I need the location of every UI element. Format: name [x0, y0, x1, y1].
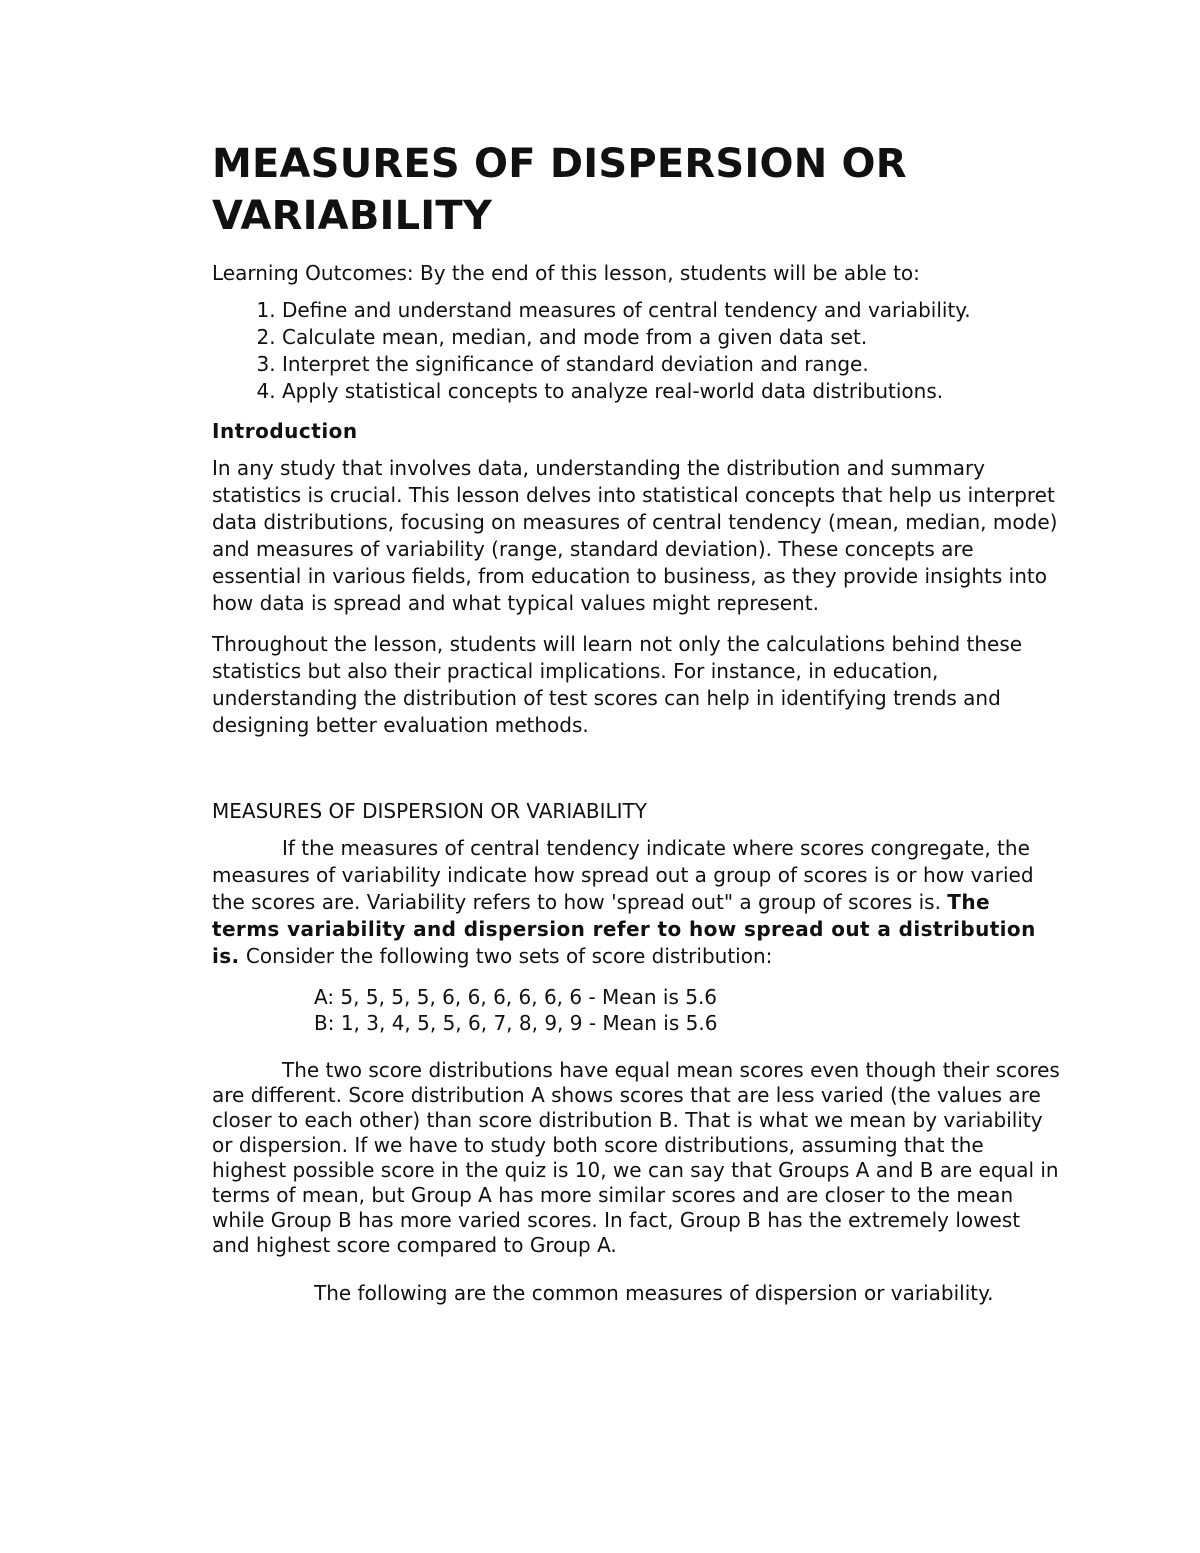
measures-paragraph-1-start: If the measures of central tendency indicate where scores congregate, the measures of variability indicate how spread out a group of scores is or how varied the scores are. Variability refers to how 'spread out" a group of scores is. — [212, 836, 1034, 914]
list-item: 1. Define and understand measures of central tendency and variability. — [282, 297, 1062, 324]
learning-outcomes-intro: Learning Outcomes: By the end of this lesson, students will be able to: — [212, 261, 920, 285]
measures-paragraph-1-emphasis: The terms variability and dispersion refer to how spread out a distribution is. — [212, 890, 1036, 968]
learning-outcomes-list — [212, 297, 1062, 405]
measures-closing-line: The following are the common measures of dispersion or variability. — [314, 1281, 994, 1305]
measures-paragraph-2: The two score distributions have equal mean scores even though their scores are different. Score distribution A shows scores that are less varied (the values are closer to each other) than score distribution B. That is what we mean by variability or dispersion. If we have to study both score distributions, assuming that the highest possible score in the quiz is 10, we can say that Groups A and B are equal in terms of mean, but Group A has more similar scores and are closer to the mean while Group B has more varied scores. In fact, Group B has the extremely lowest and highest score compared to Group A. — [212, 1058, 1060, 1257]
introduction-paragraph-2: Throughout the lesson, students will learn not only the calculations behind these statistics but also their practical implications. For instance, in education, understanding the distribution of test scores can help in identifying trends and designing better evaluation methods. — [212, 632, 1023, 737]
document-page — [212, 138, 1062, 1326]
measures-section-heading: MEASURES OF DISPERSION OR VARIABILITY — [212, 799, 647, 823]
score-distributions — [314, 984, 1062, 1036]
introduction-heading: Introduction — [212, 419, 358, 443]
list-item: 4. Apply statistical concepts to analyze real-world data distributions. — [282, 378, 1062, 405]
score-set-b: B: 1, 3, 4, 5, 5, 6, 7, 8, 9, 9 - Mean is 5.6 — [314, 1011, 718, 1035]
measures-paragraph-1 — [212, 835, 1062, 970]
list-item: 2. Calculate mean, median, and mode from a given data set. — [282, 324, 1062, 351]
document-title: MEASURES OF DISPERSION OR VARIABILITY — [212, 141, 907, 239]
measures-paragraph-1-end: Consider the following two sets of score distribution: — [239, 944, 773, 968]
score-set-a: A: 5, 5, 5, 5, 6, 6, 6, 6, 6, 6 - Mean is 5.6 — [314, 985, 718, 1009]
introduction-paragraph-1: In any study that involves data, understanding the distribution and summary statistics is crucial. This lesson delves into statistical concepts that help us interpret data distributions, focusing on measures of central tendency (mean, median, mode) and measures of variability (range, standard deviation). These concepts are essential in various fields, from education to business, as they provide insights into how data is spread and what typical values might represent. — [212, 456, 1058, 615]
list-item: 3. Interpret the significance of standard deviation and range. — [282, 351, 1062, 378]
